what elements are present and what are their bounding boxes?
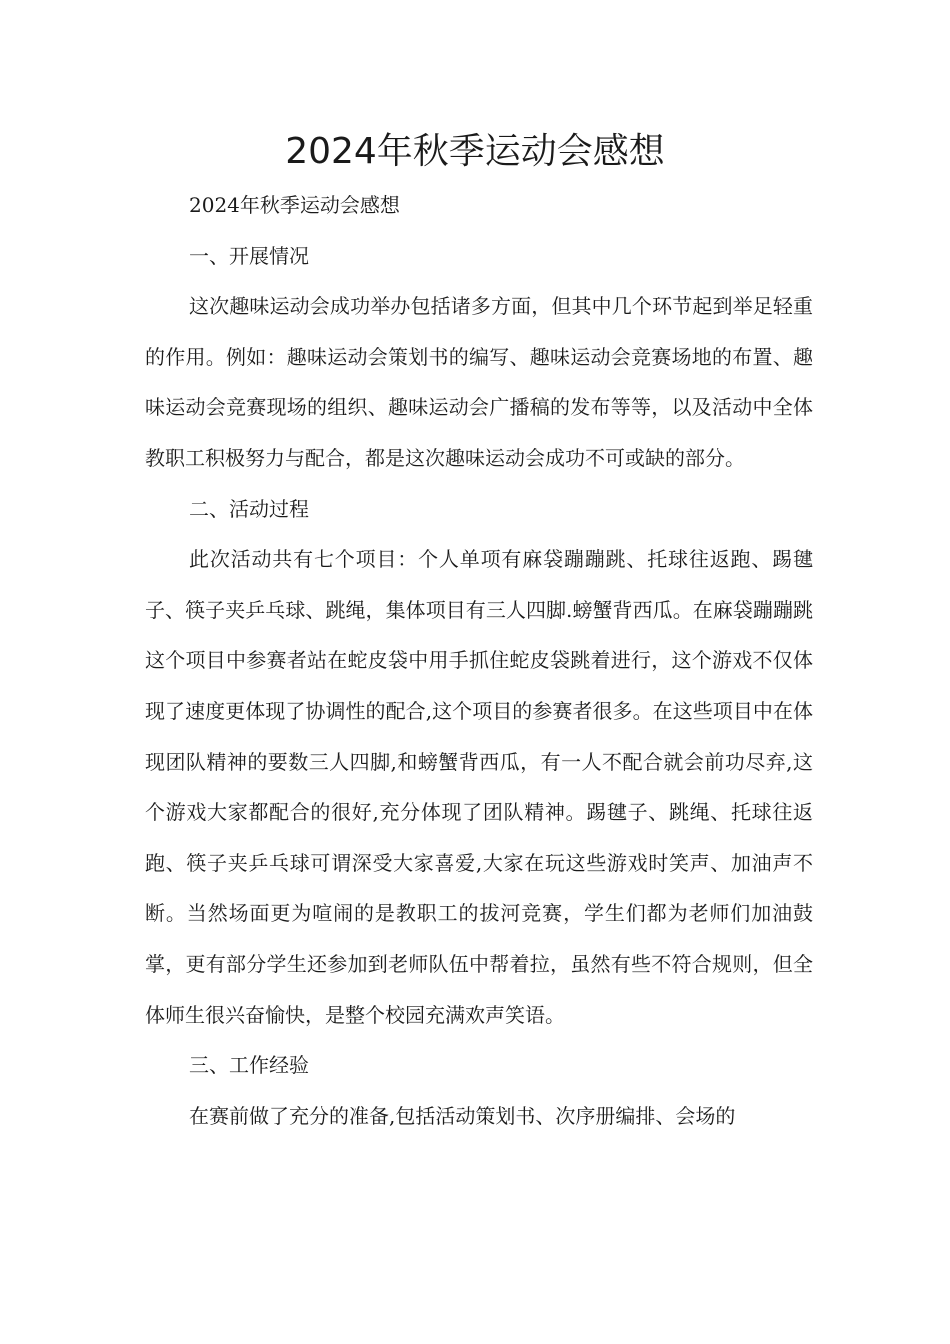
section-heading-1: 一、开展情况 — [189, 243, 309, 268]
section-heading-3: 三、工作经验 — [189, 1053, 309, 1078]
paragraph-1: 这次趣味运动会成功举办包括诸多方面，但其中几个环节起到举足轻重的作用。例如：趣味运动会策划书的编写、趣味运动会竞赛场地的布置、趣味运动会竞赛现场的组织、趣味运动会广播稿的发布等等，以及活动中全体教职工积极努力与配合，都是这次趣味运动会成功不可或缺的部分。 — [145, 294, 813, 470]
document-body — [145, 180, 813, 1141]
paragraph-3: 在赛前做了充分的准备,包括活动策划书、次序册编排、会场的 — [189, 1103, 736, 1128]
document-title: 2024年秋季运动会感想 — [285, 131, 665, 172]
paragraph-2: 此次活动共有七个项目：个人单项有麻袋蹦蹦跳、托球往返跑、踢毽子、筷子夹乒乓球、跳绳，集体项目有三人四脚.螃蟹背西瓜。在麻袋蹦蹦跳这个项目中参赛者站在蛇皮袋中用手抓住蛇皮袋跳着进行，这个游戏不仅体现了速度更体现了协调性的配合,这个项目的参赛者很多。在这些项目中在体现团队精神的要数三人四脚,和螃蟹背西瓜，有一人不配合就会前功尽弃,这个游戏大家都配合的很好,充分体现了团队精神。踢毽子、跳绳、托球往返跑、筷子夹乒乓球可谓深受大家喜爱,大家在玩这些游戏时笑声、加油声不断。当然场面更为喧闹的是教职工的拔河竞赛，学生们都为老师们加油鼓掌，更有部分学生还参加到老师队伍中帮着拉，虽然有些不符合规则，但全体师生很兴奋愉快，是整个校园充满欢声笑语。 — [145, 547, 813, 1027]
section-heading-2: 二、活动过程 — [189, 496, 309, 521]
subtitle-paragraph: 2024年秋季运动会感想 — [189, 193, 400, 217]
